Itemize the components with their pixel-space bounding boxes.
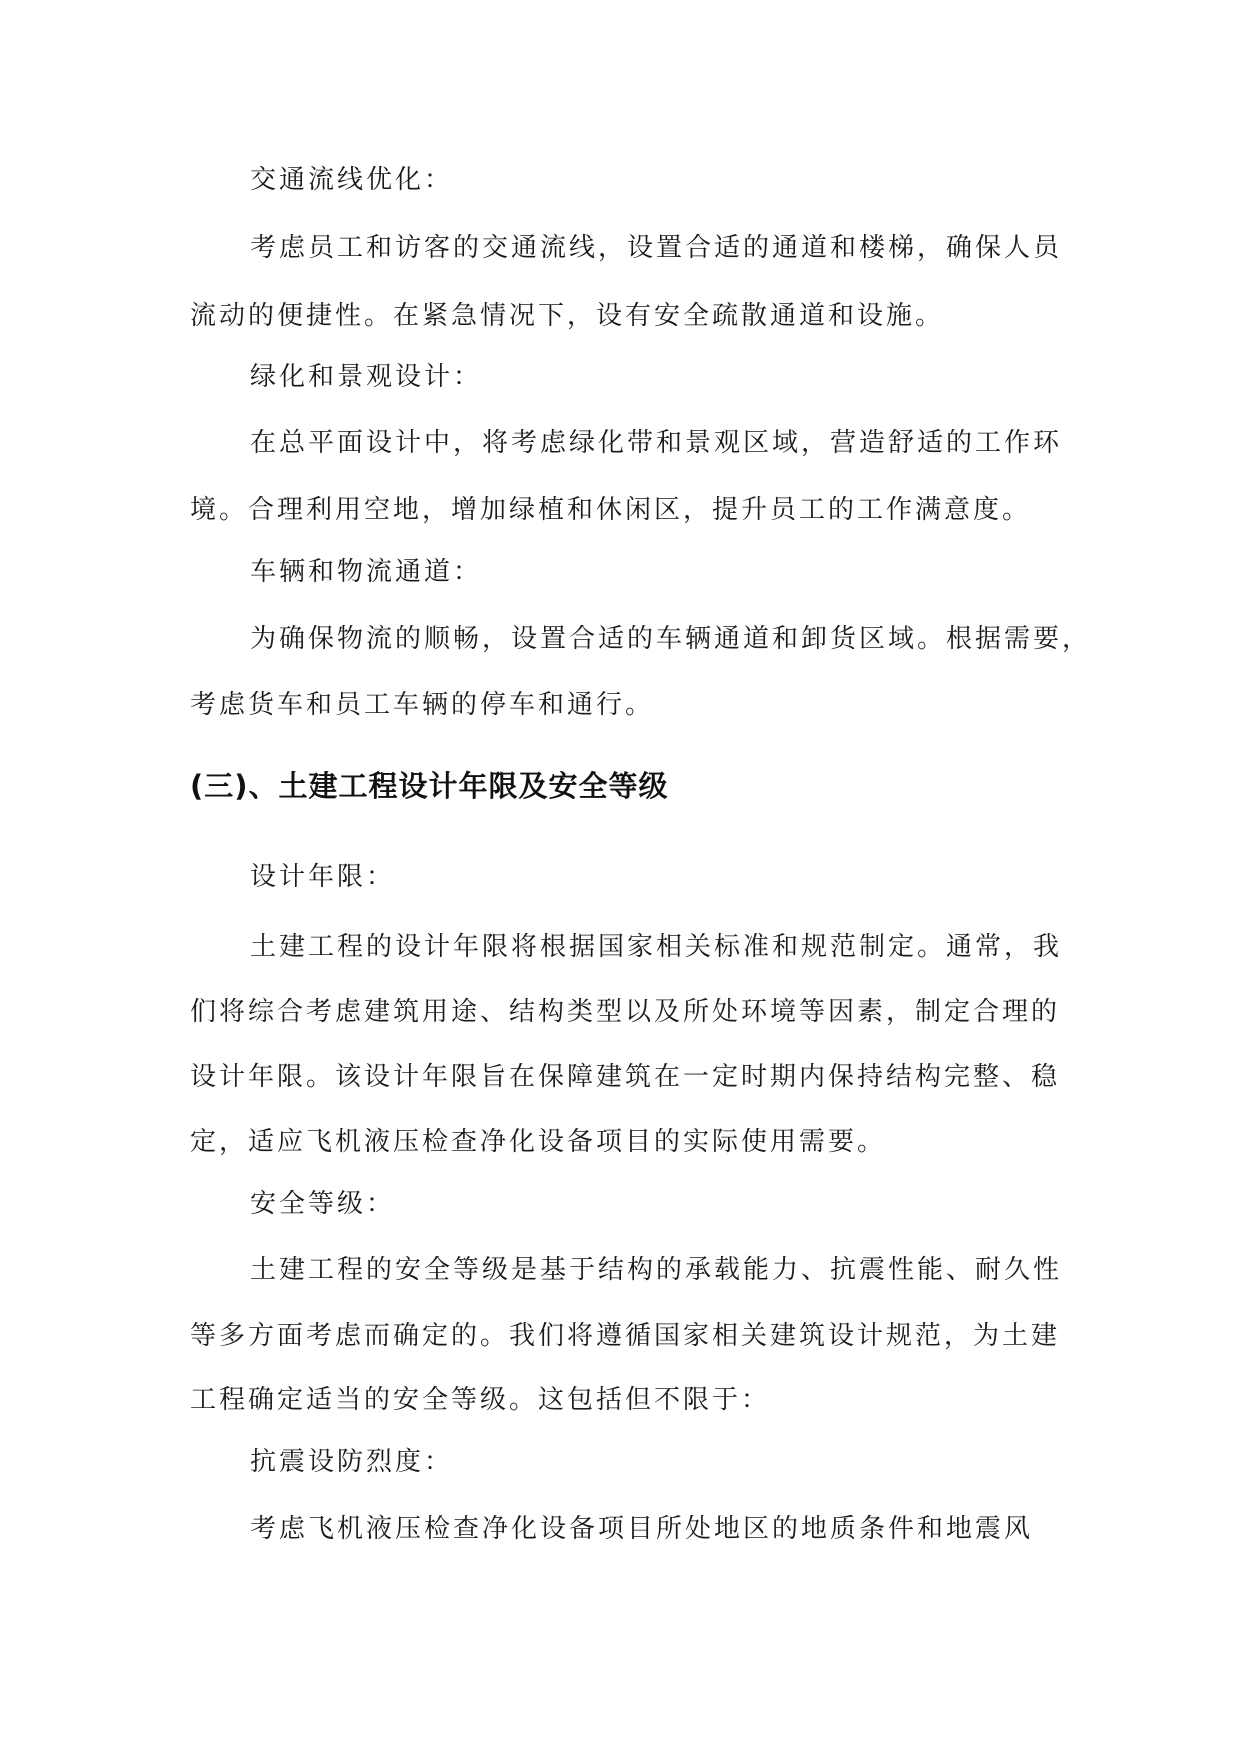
paragraph-line: 流动的便捷性。在紧急情况下，设有安全疏散通道和设施。 [190,301,945,331]
paragraph-line: 等多方面考虑而确定的。我们将遵循国家相关建筑设计规范，为土建 [190,1321,1061,1351]
paragraph-line: 土建工程的设计年限将根据国家相关标准和规范制定。通常，我 [250,932,1063,962]
subheading-vehicle-logistics: 车辆和物流通道： [250,557,483,587]
paragraph-line: 考虑货车和员工车辆的停车和通行。 [190,690,655,720]
subheading-landscape: 绿化和景观设计： [250,362,483,392]
paragraph-line: 们将综合考虑建筑用途、结构类型以及所处环境等因素，制定合理的 [190,997,1061,1027]
paragraph-line: 工程确定适当的安全等级。这包括但不限于： [190,1385,771,1415]
subheading-traffic-flow: 交通流线优化： [250,165,454,195]
subheading-design-life: 设计年限： [250,862,396,892]
paragraph-line: 设计年限。该设计年限旨在保障建筑在一定时期内保持结构完整、稳 [190,1062,1061,1092]
subheading-safety-level: 安全等级： [250,1189,396,1219]
paragraph-line: 土建工程的安全等级是基于结构的承载能力、抗震性能、耐久性 [250,1255,1063,1285]
paragraph-line: 在总平面设计中，将考虑绿化带和景观区域，营造舒适的工作环 [250,428,1063,458]
paragraph-line: 为确保物流的顺畅，设置合适的车辆通道和卸货区域。根据需要， [250,624,1092,654]
subheading-seismic-intensity: 抗震设防烈度： [250,1447,454,1477]
paragraph-line: 定，适应飞机液压检查净化设备项目的实际使用需要。 [190,1127,887,1157]
section-heading: (三)、土建工程设计年限及安全等级 [190,769,669,803]
paragraph-line: 考虑飞机液压检查净化设备项目所处地区的地质条件和地震风 [250,1514,1034,1544]
paragraph-line: 境。合理利用空地，增加绿植和休闲区，提升员工的工作满意度。 [190,495,1032,525]
paragraph-line: 考虑员工和访客的交通流线，设置合适的通道和楼梯，确保人员 [250,233,1063,263]
